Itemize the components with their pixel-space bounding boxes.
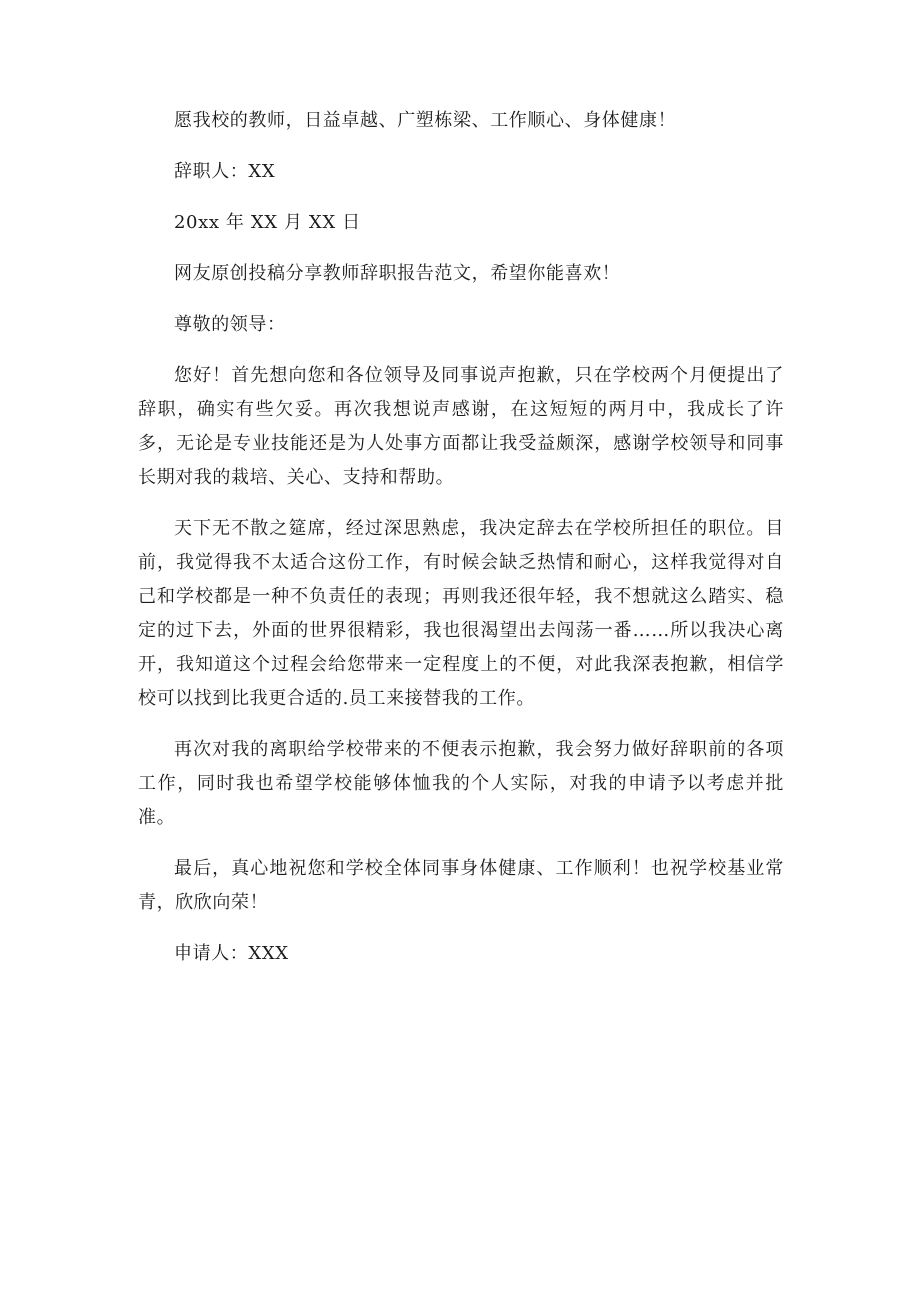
intro-line: 网友原创投稿分享教师辞职报告范文，希望你能喜欢！ [174,263,621,284]
applicant-signature: 申请人：XXX [174,943,289,964]
salutation: 尊敬的领导： [174,314,286,335]
body-paragraph-reason: 天下无不散之筵席，经过深思熟虑，我决定辞去在学校所担任的职位。目前，我觉得我不太适合这份工作，有时候会缺乏热情和耐心，这样我觉得对自己和学校都是一种不负责任的表现；再则我还很年轻，我不想就这么踏实、稳定的过下去，外面的世界很精彩，我也很渴望出去闯荡一番……所以我决心离开，我知道这个过程会给您带来一定程度上的不便，对此我深表抱歉，相信学校可以找到比我更合适的.员工来接替我的工作。 [138,518,784,709]
body-paragraph-wishes: 最后，真心地祝您和学校全体同事身体健康、工作顺利！也祝学校基业常青，欣欣向荣！ [138,858,784,913]
document-page [138,104,784,988]
body-paragraph-greeting: 您好！首先想向您和各位领导及同事说声抱歉，只在学校两个月便提出了辞职，确实有些欠妥。再次我想说声感谢，在这短短的两月中，我成长了许多，无论是专业技能还是为人处事方面都让我受益颇深，感谢学校领导和同事长期对我的栽培、关心、支持和帮助。 [138,365,784,488]
date-line: 20xx 年 XX 月 XX 日 [174,212,361,233]
closing-wish: 愿我校的教师，日益卓越、广塑栋梁、工作顺心、身体健康！ [174,110,677,131]
body-paragraph-apology: 再次对我的离职给学校带来的不便表示抱歉，我会努力做好辞职前的各项工作，同时我也希望学校能够体恤我的个人实际，对我的申请予以考虑并批准。 [138,739,784,828]
resigner-signature: 辞职人：XX [174,161,276,182]
